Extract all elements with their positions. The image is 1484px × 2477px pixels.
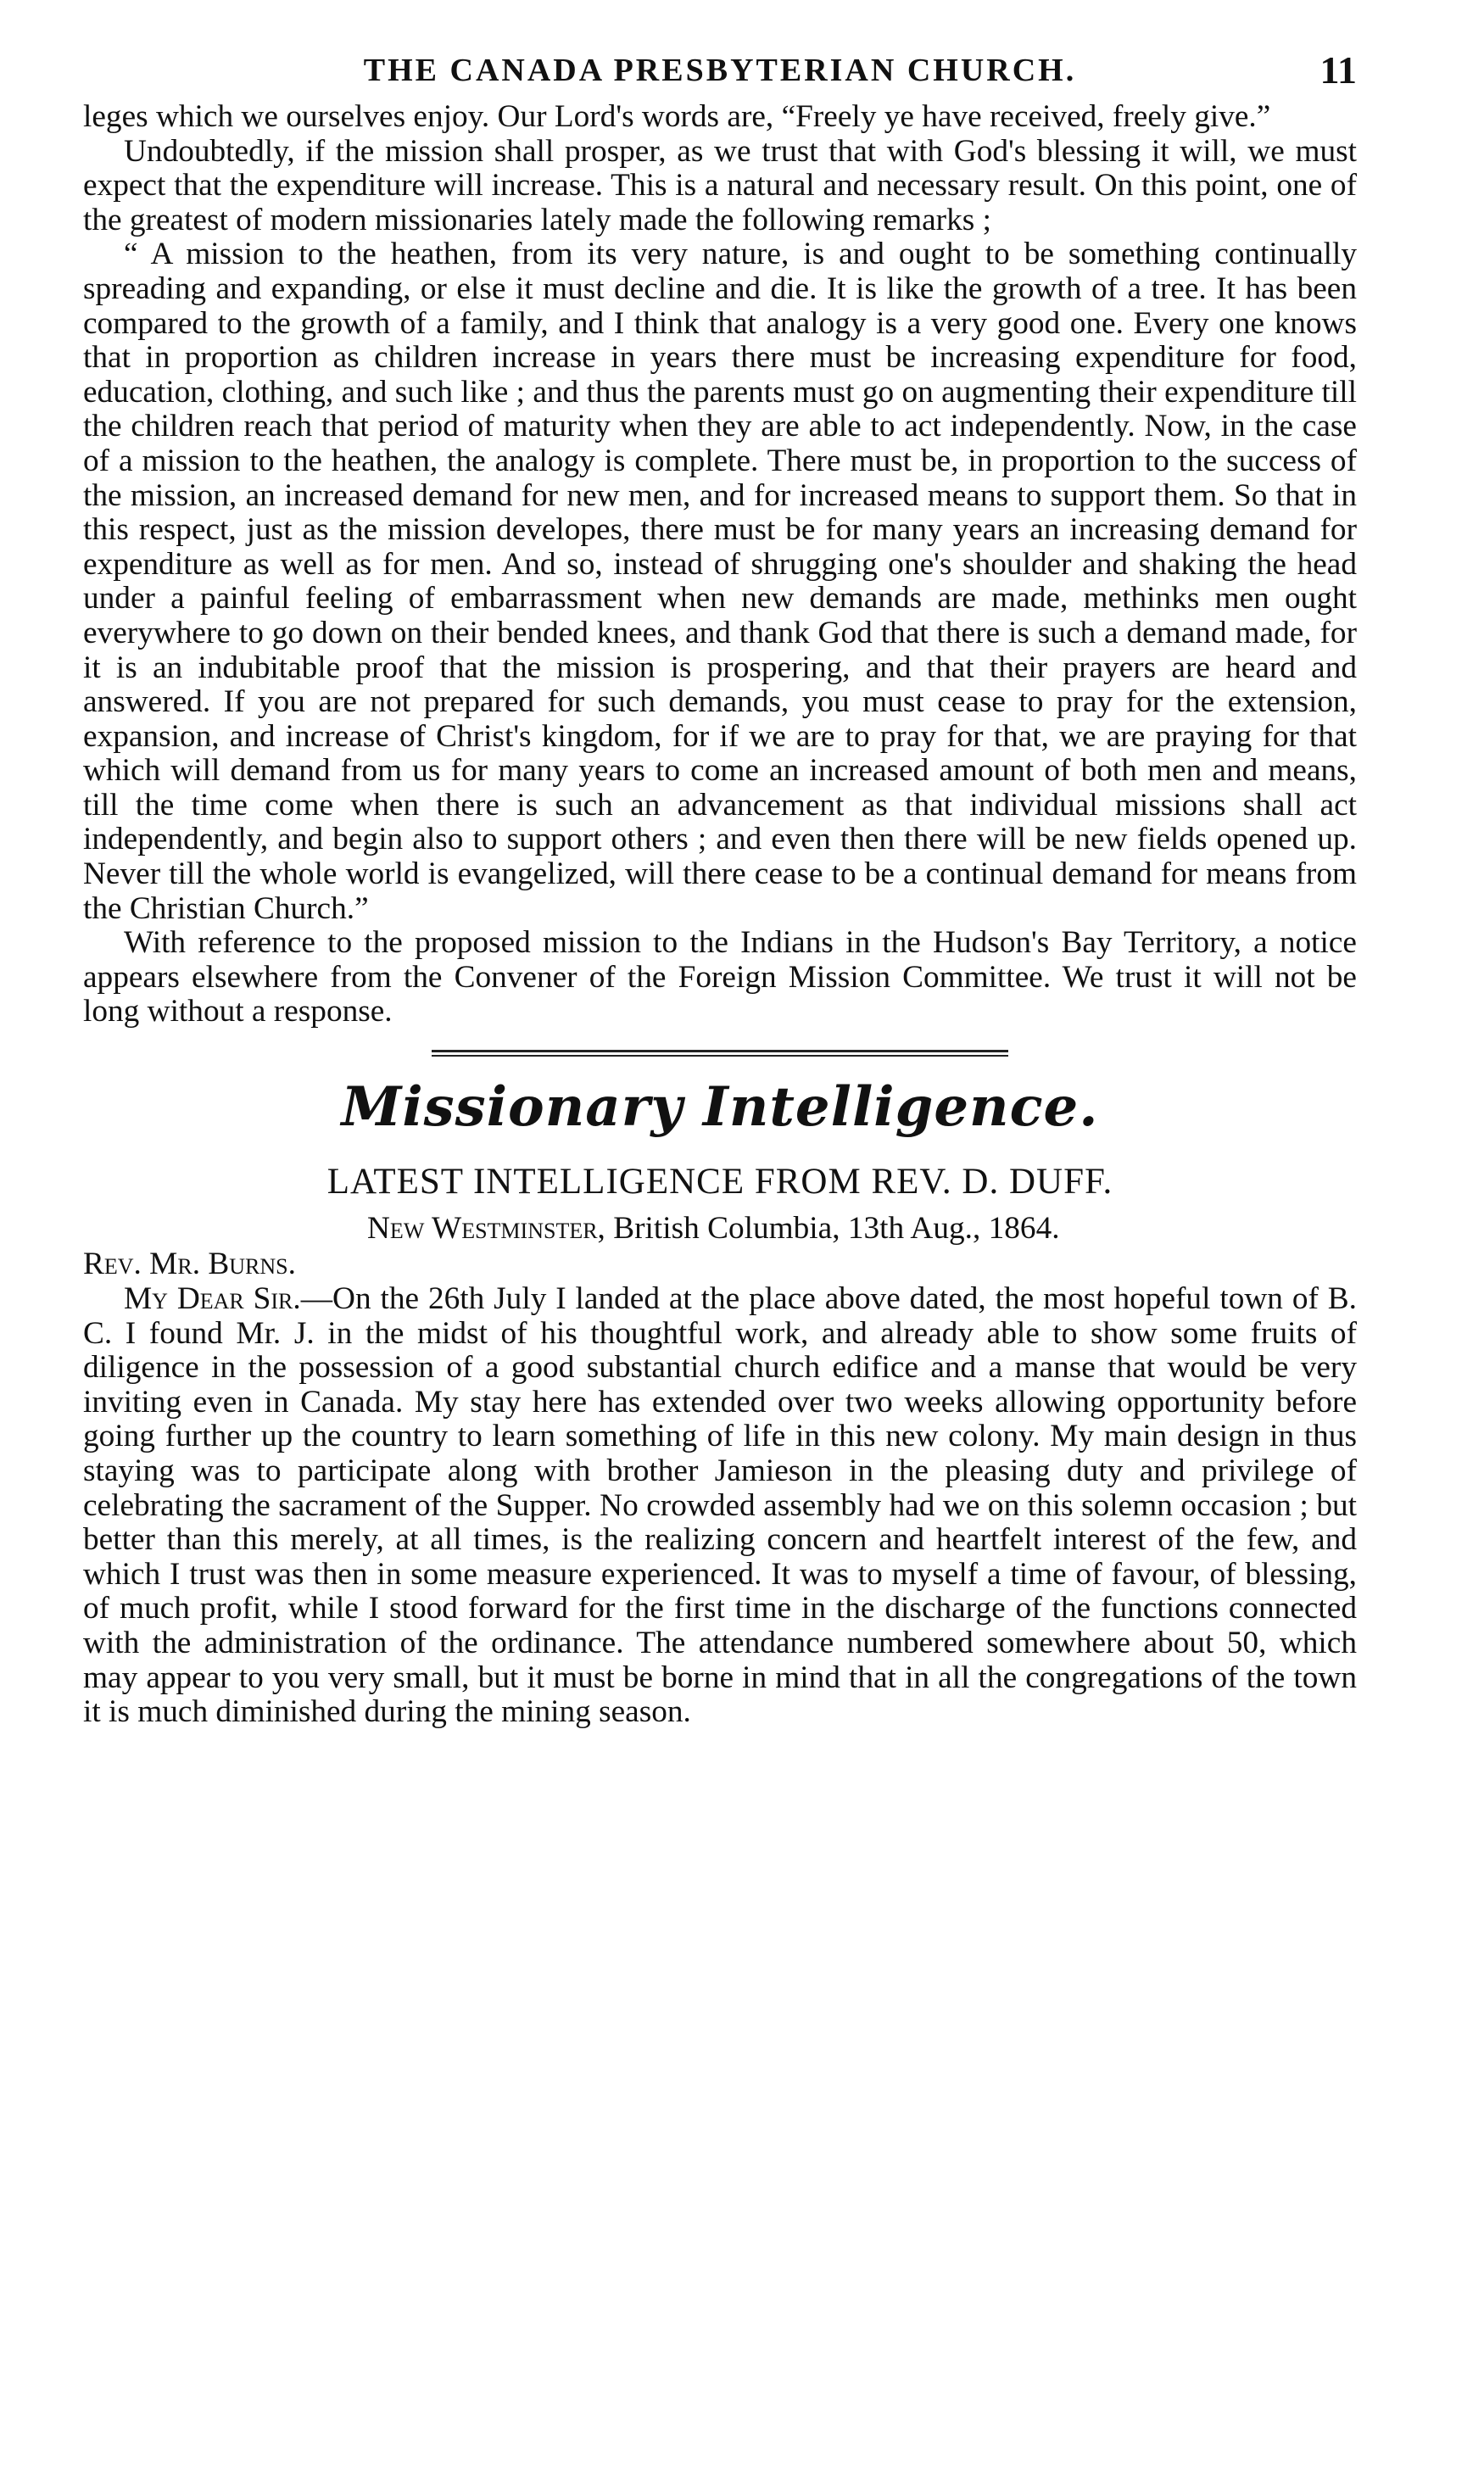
running-title: THE CANADA PRESBYTERIAN CHURCH. — [363, 53, 1077, 88]
article-title: LATEST INTELLIGENCE FROM REV. D. DUFF. — [326, 1162, 1113, 1202]
letter-greeting: My Dear Sir. — [124, 1281, 301, 1317]
paragraph-quotation: “ A mission to the heathen, from its very nature, is and ought to be something continually spreading and expanding, or else it must decline and die. It is like the growth of a tree. It has been compared to the growth of a family, and I think that analogy is a very good one. Every one knows that in proportion as children increase in years there must be increasing expenditure for food, education, clothing, and such like ; and thus the parents must go on augmenting their expenditure till the children reach that period of maturity when they are able to act independently. Now, in the case of a mission to the heathen, the analogy is complete. There must be, in proportion to the success of the mission, an increased demand for new men, and for increased means to support them. So that in this respect, just as the mission developes, there must be for many years an increasing demand for expenditure as well as for men. And so, instead of shrugging one's shoulder and shaking the head under a painful feeling of embarrassment when new demands are made, methinks men ought everywhere to go down on their bended knees, and thank God that there is such a demand made, for it is an indubitable proof that the mission is prospering, and that their prayers are heard and answered. If you are not prepared for such demands, you must cease to pray for the extension, expansion, and increase of Christ's kingdom, for if we are to pray for that, we are praying for that which will demand from us for many years to come an increased amount of both men and means, till the time come when there is such an advancement as that individual missions shall act independently, and begin also to support others ; and even then there will be new fields opened up. Never till the whole world is evangelized, will there cease to be a continual demand for means from the Christian Church.” — [83, 237, 1357, 926]
section-divider — [432, 1050, 1008, 1057]
divider-rule-top — [432, 1050, 1008, 1052]
divider-rule-bottom — [432, 1055, 1008, 1057]
paragraph-hudsons-bay: With reference to the proposed mission to the Indians in the Hudson's Bay Territory, a notice appears elsewhere from the Convener of the Foreign Mission Committee. We trust it will not be long without a response. — [83, 925, 1357, 1029]
dateline-rest: British Columbia, 13th Aug., 1864. — [605, 1211, 1060, 1247]
paragraph-expenditure: Undoubtedly, if the mission shall prosper, as we trust that with God's blessing it will, we must expect that the expenditure will increase. This is a natural and necessary result. On this point, one of the greatest of modern missionaries lately made the following remarks ; — [83, 133, 1357, 237]
paragraph-continuation: leges which we ourselves enjoy. Our Lord's words are, “Freely ye have received, freely give.” — [83, 99, 1271, 134]
section-title: Missionary Intelligence. — [341, 1075, 1099, 1140]
dateline — [83, 1211, 1357, 1247]
letter-body — [83, 1282, 1357, 1730]
addressee: Rev. Mr. Burns. — [83, 1247, 296, 1282]
letter-text: —On the 26th July I landed at the place above dated, the most hopeful town of B. C. I found Mr. J. in the midst of his thoughtful work, and already able to show some fruits of diligence in the possession of a good substantial church edifice and a manse that would be very inviting even in Canada. My stay here has extended over two weeks allowing opportunity before going further up the country to learn something of life in this new colony. My main design in thus staying was to participate along with brother Jamieson in the pleasing duty and privilege of celebrating the sacrament of the Supper. No crowded assembly had we on this solemn occasion ; but better than this merely, at all times, is the realizing concern and heartfelt interest of the few, and which I trust was then in some measure experienced. It was to myself a time of favour, of blessing, of much profit, while I stood forward for the first time in the discharge of the functions connected with the administration of the ordinance. The attendance numbered somewhere about 50, which may appear to you very small, but it must be borne in mind that in all the congregations of the town it is much diminished during the mining season. — [83, 1281, 1357, 1730]
page-number: 11 — [1319, 48, 1357, 92]
dateline-place: New Westminster, — [367, 1211, 605, 1247]
running-head — [83, 41, 1357, 100]
